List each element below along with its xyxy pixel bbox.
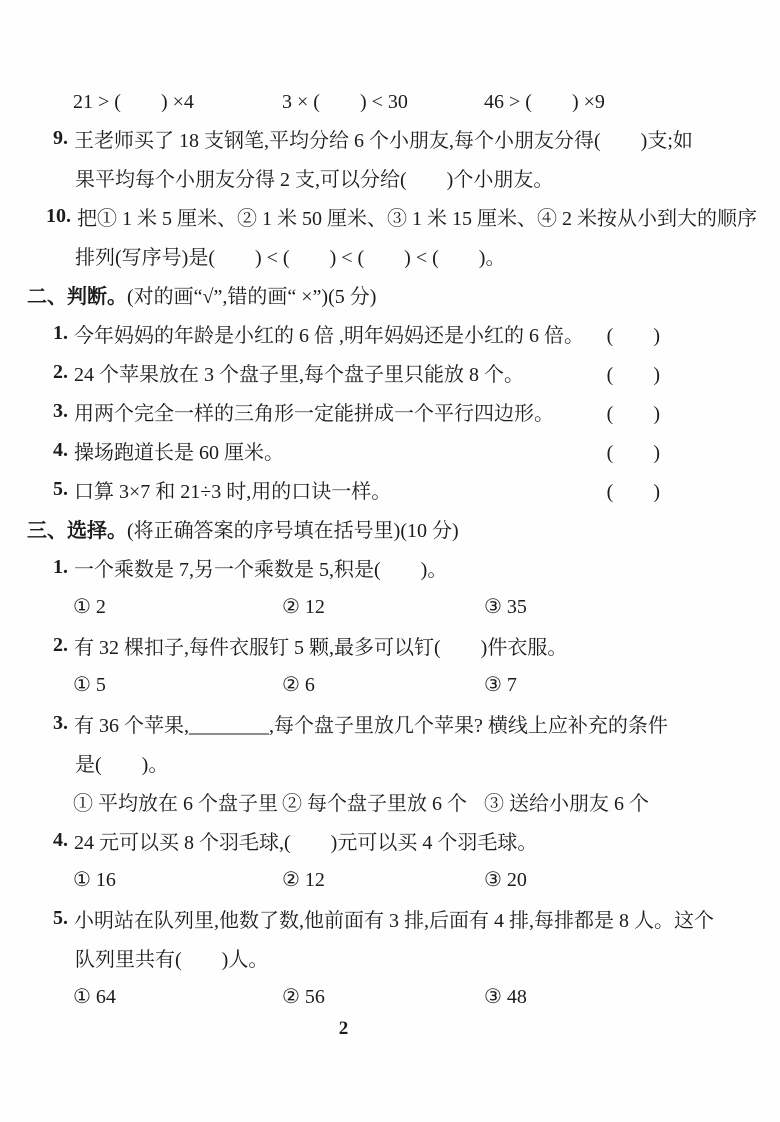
item-number: 3. — [53, 712, 68, 734]
item-number: 4. — [53, 439, 68, 461]
choice-item-2-options — [27, 665, 660, 704]
item-text: 是( )。 — [75, 754, 169, 776]
item-text: 把① 1 米 5 厘米、② 1 米 50 厘米、③ 1 米 15 厘米、④ 2 米按从小到大的顺序 — [77, 208, 757, 230]
item-number: 9. — [53, 127, 68, 149]
judgment-item-2 — [27, 353, 660, 392]
fill-in-item-10-continuation — [27, 236, 660, 275]
option-1: ① 64 — [73, 986, 116, 1008]
section-title: 三、选择。 — [27, 520, 127, 542]
choice-item-1 — [27, 548, 660, 587]
item-text: 有 32 棵扣子,每件衣服钉 5 颗,最多可以钉( )件衣服。 — [74, 637, 568, 659]
option-2: ② 6 — [282, 674, 315, 696]
answer-parentheses: ( ) — [606, 364, 660, 386]
item-text: 用两个完全一样的三角形一定能拼成一个平行四边形。 — [74, 403, 554, 425]
item-text: 操场跑道长是 60 厘米。 — [74, 442, 284, 464]
option-1: ① 2 — [73, 596, 106, 618]
choice-item-5-continuation — [27, 938, 660, 977]
inequality-blank-3: 46 > ( ) ×9 — [484, 91, 605, 113]
item-text: 今年妈妈的年龄是小红的 6 倍 ,明年妈妈还是小红的 6 倍。 — [74, 325, 584, 347]
answer-parentheses: ( ) — [606, 481, 660, 503]
judgment-item-3 — [27, 392, 660, 431]
option-1: ① 5 — [73, 674, 106, 696]
section-judgment-header — [27, 275, 660, 314]
item-number: 1. — [53, 556, 68, 578]
item-number: 3. — [53, 400, 68, 422]
item-text: 24 个苹果放在 3 个盘子里,每个盘子里只能放 8 个。 — [74, 364, 524, 386]
item-text: 小明站在队列里,他数了数,他前面有 3 排,后面有 4 排,每排都是 8 人。这个 — [74, 910, 714, 932]
option-1: ① 平均放在 6 个盘子里 — [73, 793, 278, 815]
choice-item-5 — [27, 899, 714, 938]
section-subtitle: (将正确答案的序号填在括号里)(10 分) — [127, 520, 459, 542]
fill-in-item-9 — [27, 119, 693, 158]
option-3: ③ 48 — [484, 986, 527, 1008]
option-3: ③ 送给小朋友 6 个 — [484, 793, 649, 815]
worksheet-content — [27, 80, 757, 1042]
section-choice-header — [27, 509, 660, 548]
item-text: 一个乘数是 7,另一个乘数是 5,积是( )。 — [74, 559, 448, 581]
answer-parentheses: ( ) — [606, 442, 660, 464]
option-3: ③ 20 — [484, 869, 527, 891]
choice-item-2 — [27, 626, 660, 665]
item-text: 王老师买了 18 支钢笔,平均分给 6 个小朋友,每个小朋友分得( )支;如 — [74, 130, 693, 152]
choice-item-1-options — [27, 587, 660, 626]
item-number: 2. — [53, 361, 68, 383]
item-text: 24 元可以买 8 个羽毛球,( )元可以买 4 个羽毛球。 — [74, 832, 538, 854]
item-text: 果平均每个小朋友分得 2 支,可以分给( )个小朋友。 — [75, 169, 554, 191]
choice-item-3 — [27, 704, 668, 743]
item-text: 有 36 个苹果,________,每个盘子里放几个苹果? 横线上应补充的条件 — [74, 715, 668, 737]
item-number: 2. — [53, 634, 68, 656]
inequality-blank-1: 21 > ( ) ×4 — [73, 91, 194, 113]
option-2: ② 每个盘子里放 6 个 — [282, 793, 467, 815]
judgment-item-4 — [27, 431, 660, 470]
fill-in-item-10 — [27, 197, 757, 236]
item-text: 排列(写序号)是( ) < ( ) < ( ) < ( )。 — [75, 247, 506, 269]
choice-item-4-options — [27, 860, 660, 899]
item-number: 4. — [53, 829, 68, 851]
option-2: ② 12 — [282, 596, 325, 618]
option-2: ② 56 — [282, 986, 325, 1008]
choice-item-3-continuation — [27, 743, 660, 782]
item-text: 队列里共有( )人。 — [75, 949, 269, 971]
judgment-item-1 — [27, 314, 660, 353]
section-subtitle: (对的画“√”,错的画“ ×”)(5 分) — [127, 286, 377, 308]
page-number: 2 — [338, 1018, 349, 1039]
choice-item-3-options — [27, 782, 660, 821]
answer-parentheses: ( ) — [606, 403, 660, 425]
answer-parentheses: ( ) — [606, 325, 660, 347]
item-number: 1. — [53, 322, 68, 344]
fill-in-item-9-continuation — [27, 158, 660, 197]
item-number: 5. — [53, 478, 68, 500]
item-number: 10. — [46, 205, 71, 227]
choice-item-4 — [27, 821, 660, 860]
inequality-row — [27, 80, 660, 119]
section-title: 二、判断。 — [27, 286, 127, 308]
inequality-blank-2: 3 × ( ) < 30 — [282, 91, 408, 113]
choice-item-5-options — [27, 977, 660, 1016]
option-2: ② 12 — [282, 869, 325, 891]
judgment-item-5 — [27, 470, 660, 509]
option-3: ③ 7 — [484, 674, 517, 696]
option-1: ① 16 — [73, 869, 116, 891]
option-3: ③ 35 — [484, 596, 527, 618]
item-text: 口算 3×7 和 21÷3 时,用的口诀一样。 — [74, 481, 392, 503]
item-number: 5. — [53, 907, 68, 929]
